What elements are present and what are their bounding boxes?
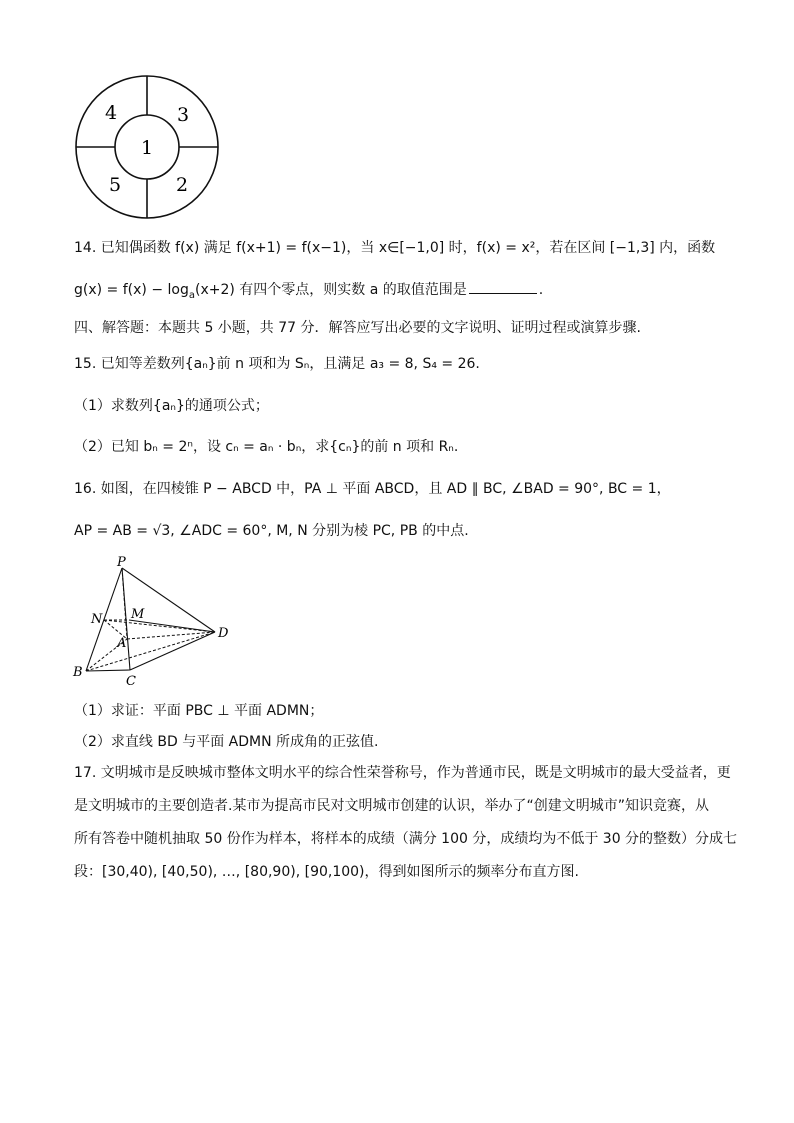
answer-blank[interactable] (469, 281, 537, 294)
q16-stem-1: 16. 如图，在四棱锥 P − ABCD 中，PA ⊥ 平面 ABCD，且 AD ∥ BC, ∠BAD = 90°, BC = 1， (74, 481, 671, 497)
q15-part-1: （1）求数列{aₙ}的通项公式； (74, 398, 269, 414)
q14-line-2: $g(x) = f(x) - \log_a(x+2)$ 有四个零点，则实数 a 的取值范围是 . (74, 282, 544, 301)
vertex-label-a: A (117, 636, 127, 651)
wheel-sector-label: 3 (176, 104, 190, 126)
vertex-label-c: C (126, 674, 136, 685)
q17-line-1: 17. 文明城市是反映城市整体文明水平的综合性荣誉称号，作为普通市民，既是文明城市的最大受益者，更 (74, 765, 731, 781)
vertex-label-p: P (117, 555, 126, 570)
q16-part-1: （1）求证：平面 PBC ⊥ 平面 ADMN； (74, 703, 324, 719)
q17-line-3: 所有答卷中随机抽取 50 份作为样本，将样本的成绩（满分 100 分，成绩均为不低于 30 分的整数）分成七 (74, 831, 738, 847)
sector-wheel-figure (74, 75, 220, 219)
q16-part-2: （2）求直线 BD 与平面 ADMN 所成角的正弦值. (74, 734, 379, 750)
q15-part-2: （2）已知 bₙ = 2ⁿ，设 cₙ = aₙ · bₙ，求{cₙ}的前 n 项和 Rₙ. (74, 439, 459, 455)
wheel-center-label: 1 (140, 137, 154, 159)
vertex-label-m: M (131, 607, 145, 622)
section-heading: 四、解答题：本题共 5 小题，共 77 分．解答应写出必要的文字说明、证明过程或演算步骤. (74, 320, 641, 336)
q16-stem-2: AP = AB = √3, ∠ADC = 60°, M, N 分别为棱 PC, PB 的中点. (74, 523, 469, 539)
wheel-sector-label: 2 (175, 174, 189, 196)
wheel-sector-label: 5 (108, 174, 122, 196)
wheel-sector-label: 4 (104, 102, 118, 124)
pyramid-figure (70, 555, 240, 685)
q17-line-4: 段：[30,40), [40,50), …, [80,90), [90,100)，得到如图所示的频率分布直方图. (74, 864, 579, 880)
q15-stem: 15. 已知等差数列{aₙ}前 n 项和为 Sₙ，且满足 a₃ = 8, S₄ = 26. (74, 356, 480, 372)
vertex-label-d: D (218, 626, 229, 641)
vertex-label-b: B (73, 665, 83, 680)
vertex-label-n: N (91, 612, 103, 627)
q17-line-2: 是文明城市的主要创造者.某市为提高市民对文明城市创建的认识，举办了“创建文明城市”知识竞赛，从 (74, 798, 709, 814)
q14-line-1: 14. 已知偶函数 f(x) 满足 f(x+1) = f(x−1)，当 x∈[−1,0] 时，f(x) = x²，若在区间 [−1,3] 内，函数 (74, 240, 716, 256)
